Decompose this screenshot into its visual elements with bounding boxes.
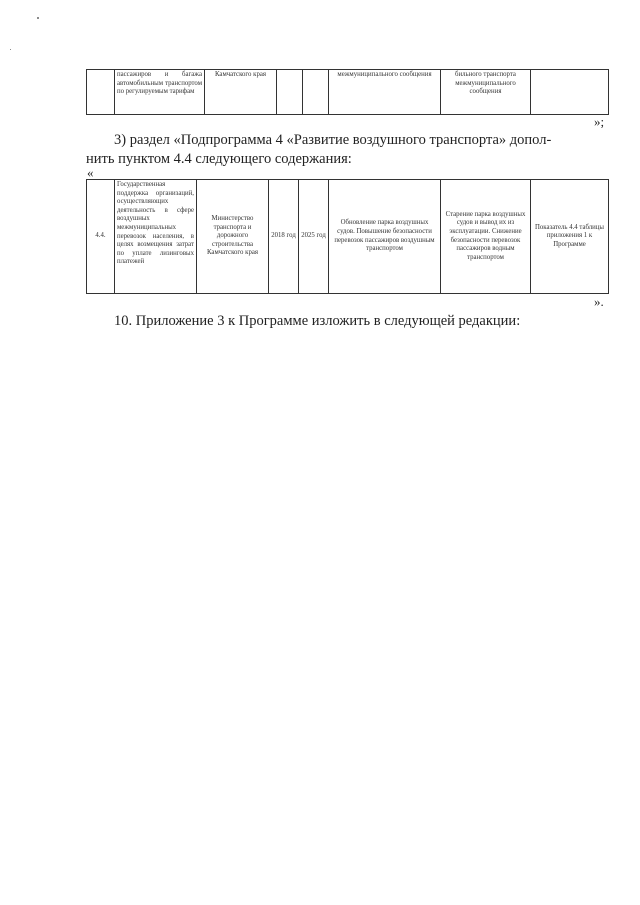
table-cell: бильного транспорта межмуниципального сообщения <box>441 70 531 115</box>
table-row <box>87 180 609 294</box>
table-cell <box>87 70 115 115</box>
table-cell <box>277 70 303 115</box>
table-cell: Камчатского края <box>205 70 277 115</box>
table-item-4-4 <box>86 179 609 294</box>
item-executor: Министерство транспорта и дорожного строительства Камчатского края <box>197 180 269 294</box>
section3-line2: нить пунктом 4.4 следующего содержания: <box>86 151 352 167</box>
item-name: Государственная поддержка организаций, осуществляющих деятельность в сфере воздушных межмуниципальных перевозок населения, в целях возмещения затрат по уплате лизинговых платежей <box>115 180 197 294</box>
item10-text: 10. Приложение 3 к Программе изложить в следующей редакции: <box>114 313 521 329</box>
item-result: Обновление парка воздушных судов. Повышение безопасности перевозок пассажиров воздушным транспортом <box>329 180 441 294</box>
table-continuation <box>86 69 609 115</box>
opening-quote: « <box>87 165 94 180</box>
table-cell: пассажиров и багажа автомобильным транспортом по регулируемым тарифам <box>115 70 205 115</box>
table-cell <box>531 70 609 115</box>
table-cell: межмуниципального сообщения <box>329 70 441 115</box>
item-indicator: Показатель 4.4 таблицы приложения 1 к Программе <box>531 180 609 294</box>
item-number: 4.4. <box>87 180 115 294</box>
item-end: 2025 год <box>299 180 329 294</box>
item-consequence: Старение парка воздушных судов и вывод их из эксплуатации. Снижение безопасности перевозок пассажиров водным транспортом <box>441 180 531 294</box>
closing-quote: ». <box>594 294 604 309</box>
scan-speck <box>10 49 11 50</box>
table-row <box>87 70 609 115</box>
closing-quote: »; <box>594 114 605 129</box>
scan-speck <box>37 17 39 19</box>
table-cell <box>303 70 329 115</box>
item-start: 2018 год <box>269 180 299 294</box>
section3-line1: 3) раздел «Подпрограмма 4 «Развитие воздушного транспорта» допол- <box>114 132 552 148</box>
